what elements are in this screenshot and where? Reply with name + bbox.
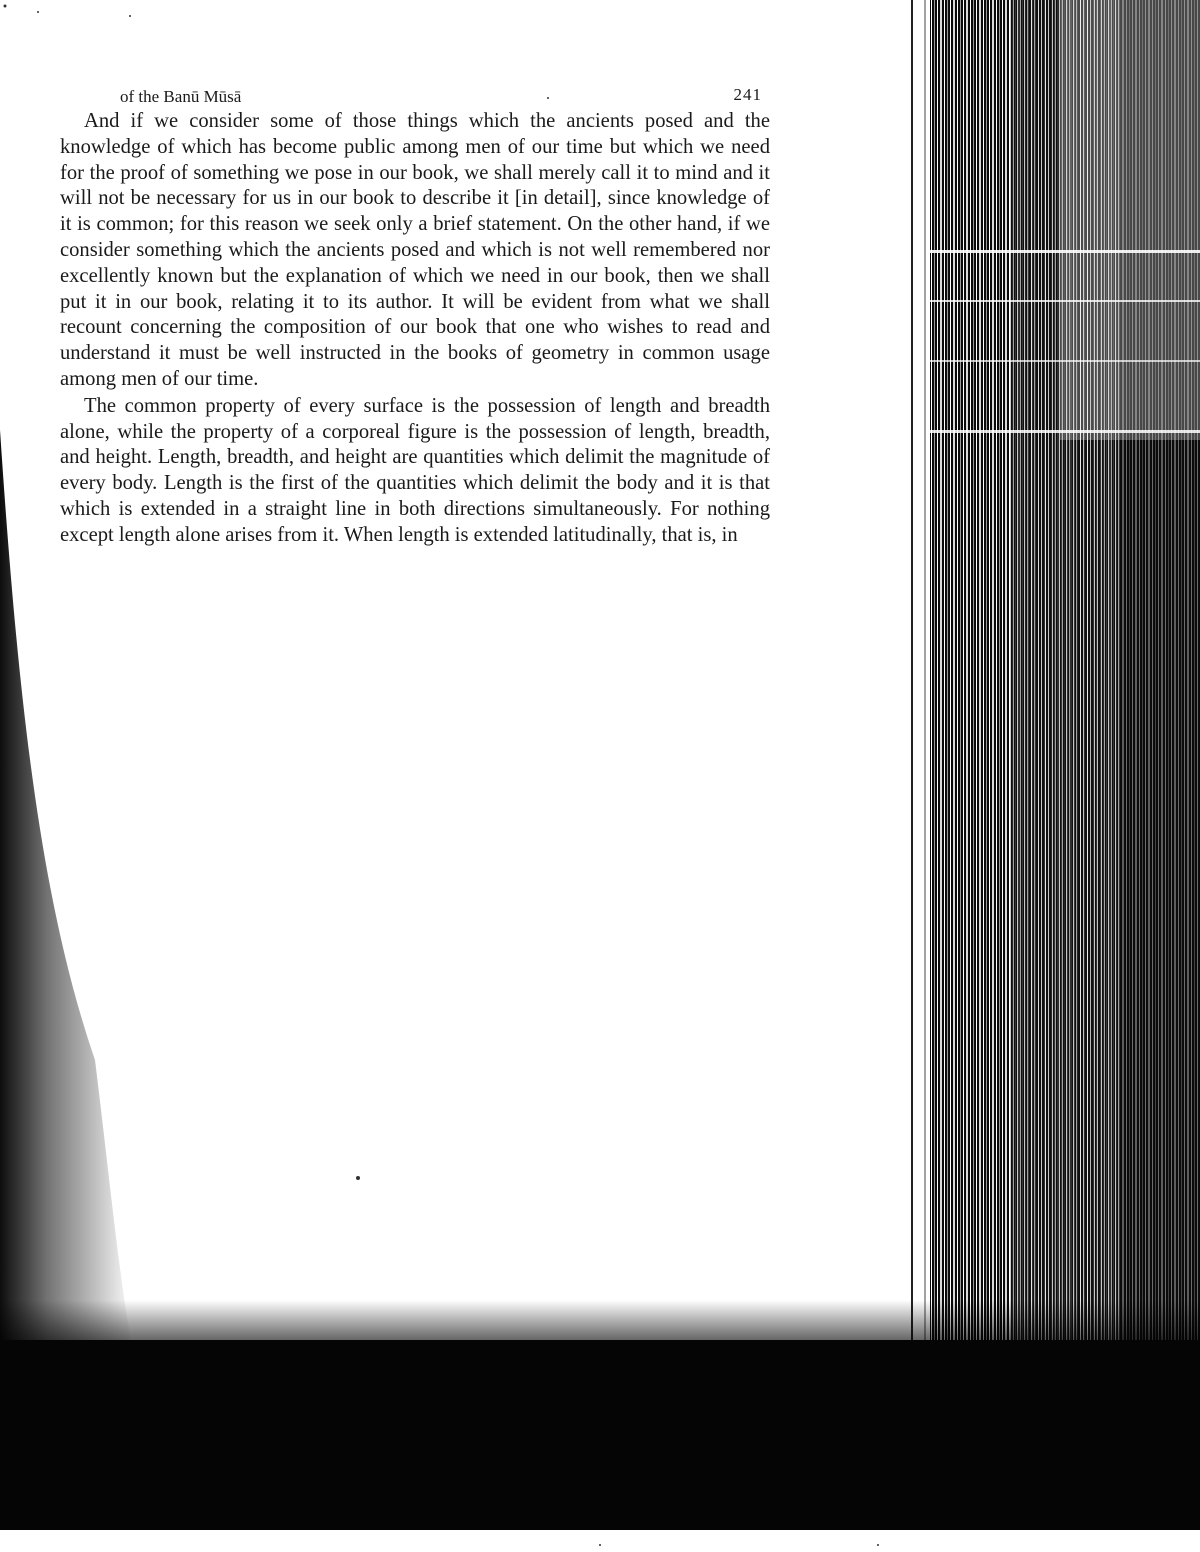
running-head — [120, 83, 762, 109]
bottom-dark-band — [0, 1300, 1200, 1552]
body-paragraph: The common property of every surface is the possession of length and breadth alone, while the property of a corporeal figure is the possession of length, breadth, and height. Length, breadth, and height are quantities which delimit the magnitude of every body. Length is the first of the quantities which delimit the body and it is that which is extended in a straight line in both directions simultaneously. For nothing except length alone arises from it. When length is extended latitudinally, that is, in — [60, 394, 770, 546]
page-stack-edges — [930, 0, 1200, 1350]
book-page — [60, 83, 770, 549]
page-number: 241 — [733, 85, 762, 104]
running-title: of the Banū Mūsā — [120, 87, 242, 106]
left-gutter-shadow — [0, 430, 135, 1360]
page-edge-line — [912, 0, 925, 1350]
body-paragraph: And if we consider some of those things which the ancients posed and the knowledge of which has become public among men of our time but which we need for the proof of something we pose in our book, we shall merely call it to mind and it will not be necessary for us in our book to describe it [in detail], since knowledge of it is common; for this reason we seek only a brief statement. On the other hand, if we consider something which the ancients posed and which is not well remembered nor excellently known but the explanation of which we need in our book, then we shall put it in our book, relating it to its author. It will be evident from what we shall recount concerning the composition of our book that one who wishes to read and understand it must be well instructed in the books of geometry in common usage among men of our time. — [60, 110, 770, 390]
